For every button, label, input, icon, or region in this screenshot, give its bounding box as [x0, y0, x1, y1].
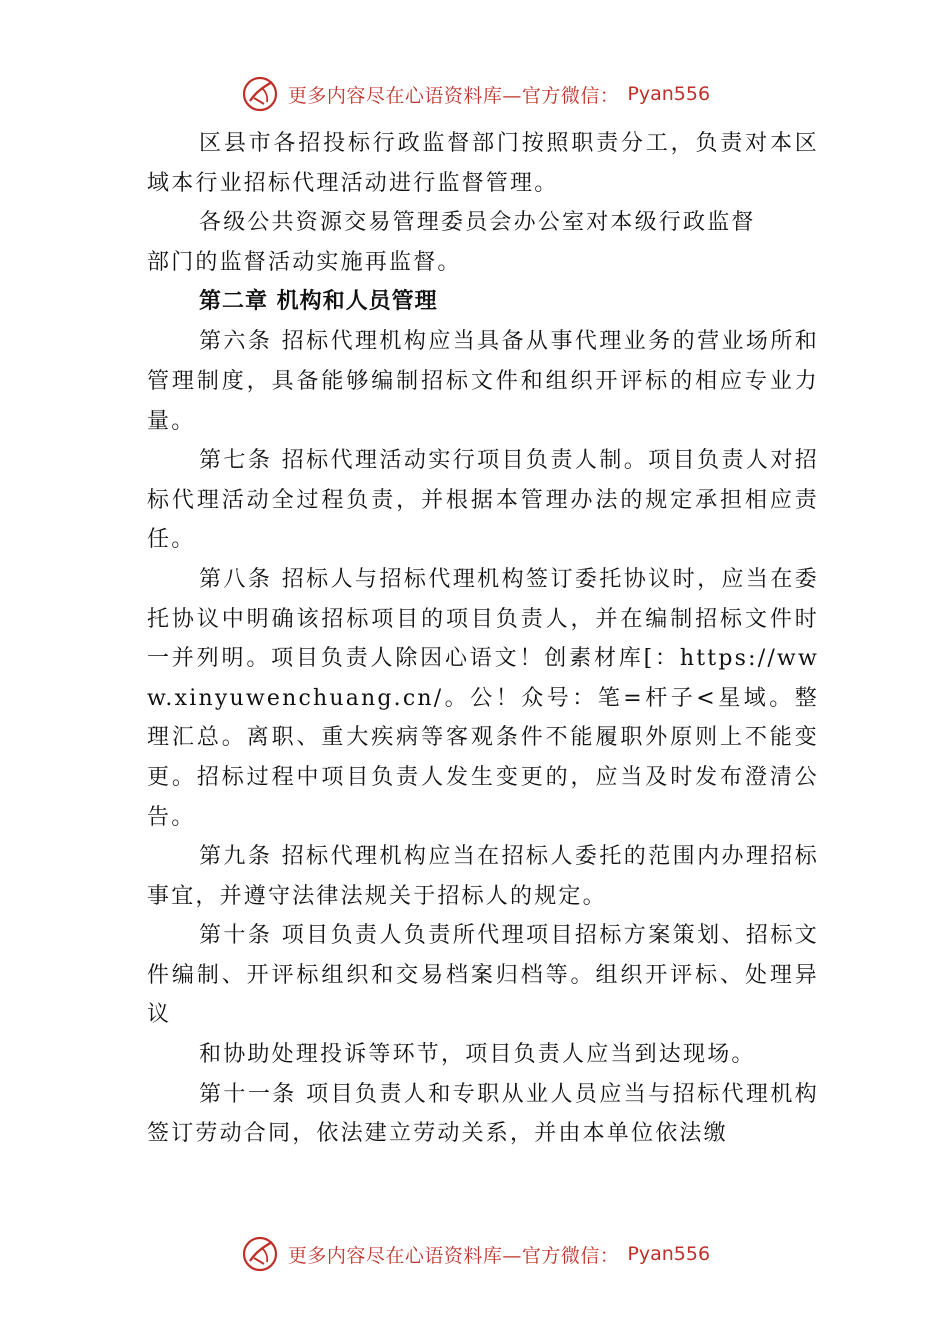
paragraph: 各级公共资源交易管理委员会办公室对本级行政监督: [199, 210, 756, 236]
banner-wechat-id: Pyan556: [627, 83, 711, 105]
banner-text: 更多内容尽在心语资料库—官方微信：: [287, 84, 620, 107]
chapter-heading: 第二章 机构和人员管理: [199, 289, 438, 315]
article-text: 招标代理机构应当具备从事代理业务的营业场所和管理制度，具备能够编制招标文件和组织开评标的相应专业力量。: [147, 329, 819, 434]
article-text: 招标代理活动实行项目负责人制。项目负责人对招标代理活动全过程负责，并根据本管理办法的规定承担相应责任。: [147, 448, 819, 553]
article-label: 第九条: [199, 844, 273, 870]
paragraph: 区县市各招投标行政监督部门按照职责分工，负责对本区域本行业招标代理活动进行监督管理。: [147, 131, 819, 196]
logo-icon: [240, 74, 280, 114]
article-9: [147, 837, 819, 916]
continuation-paragraph: 和协助处理投诉等环节，项目负责人应当到达现场。: [199, 1042, 756, 1068]
article-text: 招标人与招标代理机构签订委托协议时，应当在委托协议中明确该招标项目的项目负责人，并在编制招标文件时一并列明。项目负责人除因心语文！创素材库[：https://www.xinyuwenchuang.cn/。公！众号：笔=杆子<星域。整理汇总。离职、重大疾病等客观条件不能履职外原则上不能变更。招标过程中项目负责人发生变更的，应当及时发布澄清公告。: [147, 566, 819, 830]
article-8: [147, 560, 819, 837]
article-label: 第十一条: [199, 1081, 297, 1107]
article-text: 项目负责人负责所代理项目招标方案策划、招标文件编制、开评标组织和交易档案归档等。组织开评标、处理异议: [147, 923, 819, 1028]
article-10: [147, 916, 819, 1035]
article-label: 第十条: [199, 923, 273, 949]
article-7: [147, 441, 819, 560]
banner-text: 更多内容尽在心语资料库—官方微信：: [287, 1244, 620, 1267]
document-body: [147, 124, 819, 1154]
article-label: 第八条: [199, 566, 273, 592]
paragraph: 部门的监督活动实施再监督。: [147, 249, 462, 275]
footer-banner: [0, 1232, 950, 1276]
logo-icon: [240, 1234, 280, 1274]
article-text: 招标代理机构应当在招标人委托的范围内办理招标事宜，并遵守法律法规关于招标人的规定。: [147, 844, 819, 909]
banner-wechat-id: Pyan556: [627, 1243, 711, 1265]
article-text: 项目负责人和专职从业人员应当与招标代理机构签订劳动合同，依法建立劳动关系，并由本单位依法缴: [147, 1081, 819, 1147]
article-label: 第六条: [199, 329, 273, 355]
header-banner: [0, 72, 950, 116]
article-11: [147, 1075, 819, 1154]
article-6: [147, 322, 819, 441]
article-label: 第七条: [199, 448, 273, 474]
